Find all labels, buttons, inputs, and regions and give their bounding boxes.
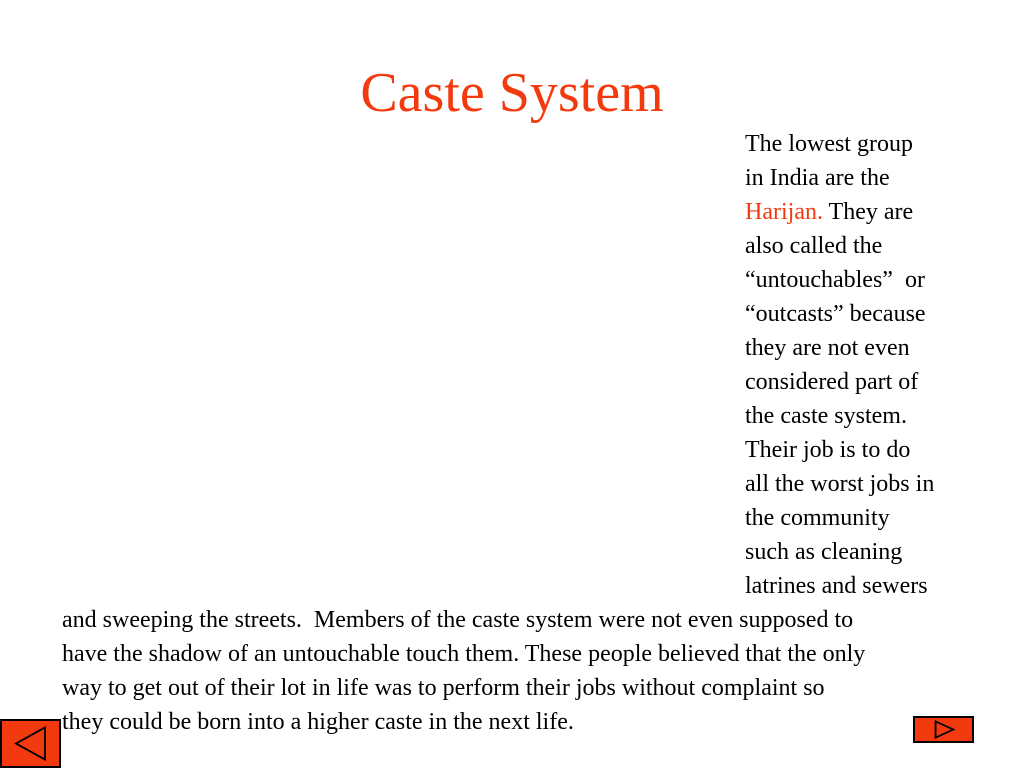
side-text-line: they are not even [745, 335, 910, 361]
triangle-left-icon [2, 721, 59, 766]
side-text-line: “outcasts” because [745, 301, 926, 327]
side-text-line: Their job is to do [745, 437, 911, 463]
side-text-line: latrines and sewers [745, 573, 928, 599]
side-text-line: considered part of [745, 369, 919, 395]
side-text-line: The lowest group [745, 131, 913, 157]
side-text-line: all the worst jobs in [745, 471, 935, 497]
side-text-line: They are [828, 199, 914, 225]
body-paragraph [62, 603, 865, 739]
side-text-line: “untouchables” or [745, 267, 925, 293]
side-text-line: the community [745, 505, 890, 531]
highlight-term: Harijan. [745, 199, 823, 225]
paragraph-line: they could be born into a higher caste in the next life. [62, 709, 574, 735]
side-text-line: the caste system. [745, 403, 907, 429]
side-text-line: in India are the [745, 165, 890, 191]
paragraph-line: way to get out of their lot in life was to perform their jobs without complaint so [62, 675, 825, 701]
triangle-right-icon [915, 718, 972, 741]
side-text-block [745, 127, 934, 603]
slide-title: Caste System [360, 62, 664, 124]
next-slide-button[interactable] [913, 716, 974, 743]
previous-slide-button[interactable] [0, 719, 61, 768]
paragraph-line: and sweeping the streets. Members of the caste system were not even supposed to [62, 607, 854, 633]
side-text-line: such as cleaning [745, 539, 903, 565]
paragraph-line: have the shadow of an untouchable touch them. These people believed that the only [62, 641, 866, 667]
side-text-line-with-term [745, 195, 934, 229]
side-text-line: also called the [745, 233, 883, 259]
